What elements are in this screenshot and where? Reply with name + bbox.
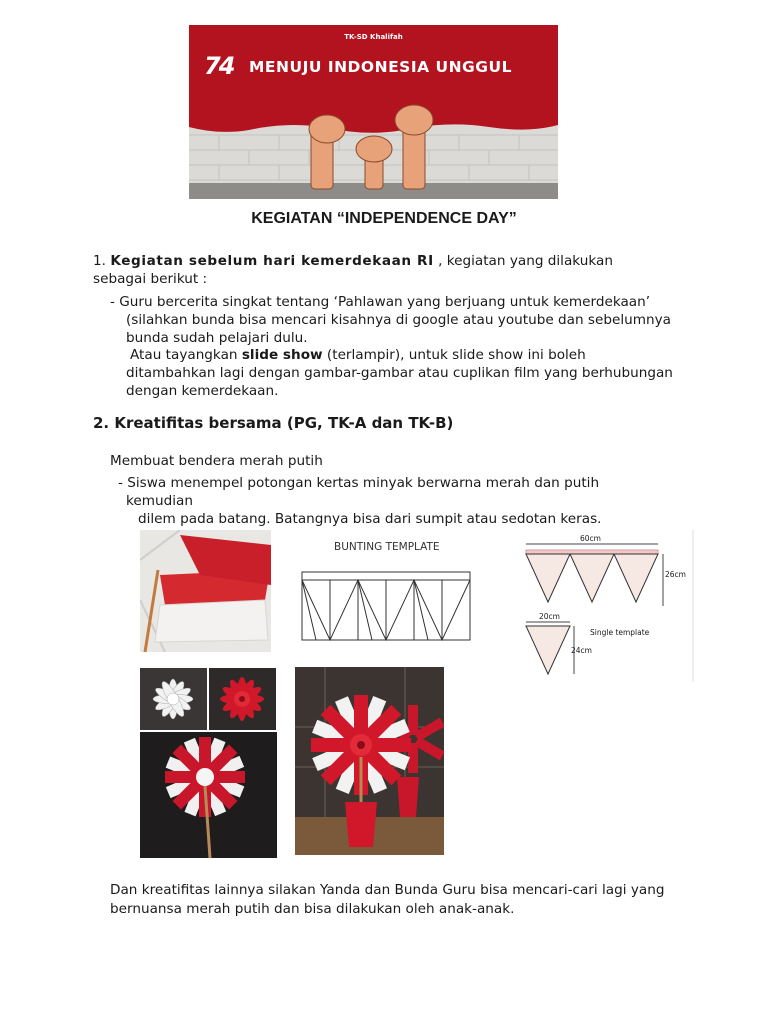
bunting-title: BUNTING TEMPLATE — [334, 541, 440, 553]
pinwheel-photo-combined — [140, 732, 277, 858]
section2-line-2: kemudian — [126, 493, 193, 509]
bunting-template-drawing — [298, 565, 478, 645]
slide-pre: Atau tayangkan — [130, 347, 242, 363]
section1-bullet-line-3: bunda sudah pelajari dulu. — [126, 330, 308, 346]
slide-show-bold: slide show — [241, 347, 323, 363]
section1-number: 1. — [93, 253, 106, 269]
page-title: KEGIATAN “INDEPENDENCE DAY” — [251, 210, 517, 227]
section1-heading-tail: , kegiatan yang dilakukan — [433, 253, 613, 269]
bunting-template — [298, 535, 478, 650]
bunting-dimensions — [518, 530, 694, 682]
header-banner — [189, 25, 558, 199]
section1-heading-line — [93, 252, 673, 270]
slide-post: (terlampir), untuk slide show ini boleh — [322, 347, 586, 363]
banner-school-name: TK-SD Khalifah — [344, 33, 403, 41]
banner-headline: MENUJU INDONESIA UNGGUL — [249, 58, 512, 76]
bunting-height-label: 26cm — [665, 570, 686, 579]
section1-more-line-2: dengan kemerdekaan. — [126, 383, 279, 399]
single-template-label: Single template — [590, 628, 650, 637]
closing-line-2: bernuansa merah putih dan bisa dilakukan oleh anak-anak. — [110, 901, 515, 917]
bunting-width-label: 60cm — [580, 534, 601, 543]
section1-slide-line — [130, 346, 675, 364]
section2-line-1: - Siswa menempel potongan kertas minyak berwarna merah dan putih — [118, 475, 600, 491]
section1-more-line-1: ditambahkan lagi dengan gambar-gambar atau cuplikan film yang berhubungan — [126, 365, 673, 381]
pinwheel-photo-large — [295, 667, 444, 855]
section1-line2: sebagai berikut : — [93, 271, 208, 287]
closing-line-1: Dan kreatifitas lainnya silakan Yanda dan Bunda Guru bisa mencari-cari lagi yang — [110, 882, 665, 898]
pinwheel-photo-red — [209, 668, 276, 730]
section2-line-3: dilem pada batang. Batangnya bisa dari sumpit atau sedotan keras. — [138, 511, 602, 527]
section1-heading: Kegiatan sebelum hari kemerdekaan RI — [110, 253, 434, 269]
flag-photo — [140, 530, 271, 652]
banner-artwork — [189, 25, 558, 199]
section1-bullet-line-2: (silahkan bunda bisa mencari kisahnya di google atau youtube dan sebelumnya — [126, 312, 671, 328]
pinwheel-photo-white — [140, 668, 207, 730]
section2-sub: Membuat bendera merah putih — [110, 453, 323, 469]
section1-bullet-line-1: - Guru bercerita singkat tentang ‘Pahlawan yang berjuang untuk kemerdekaan’ — [110, 294, 651, 310]
banner-logo-number: 74 — [204, 52, 234, 80]
bunting-dimension-drawing — [518, 530, 694, 682]
section2-heading: 2. Kreatifitas bersama (PG, TK-A dan TK-B) — [93, 414, 454, 432]
single-height-label: 24cm — [571, 646, 592, 655]
single-width-label: 20cm — [539, 612, 560, 621]
